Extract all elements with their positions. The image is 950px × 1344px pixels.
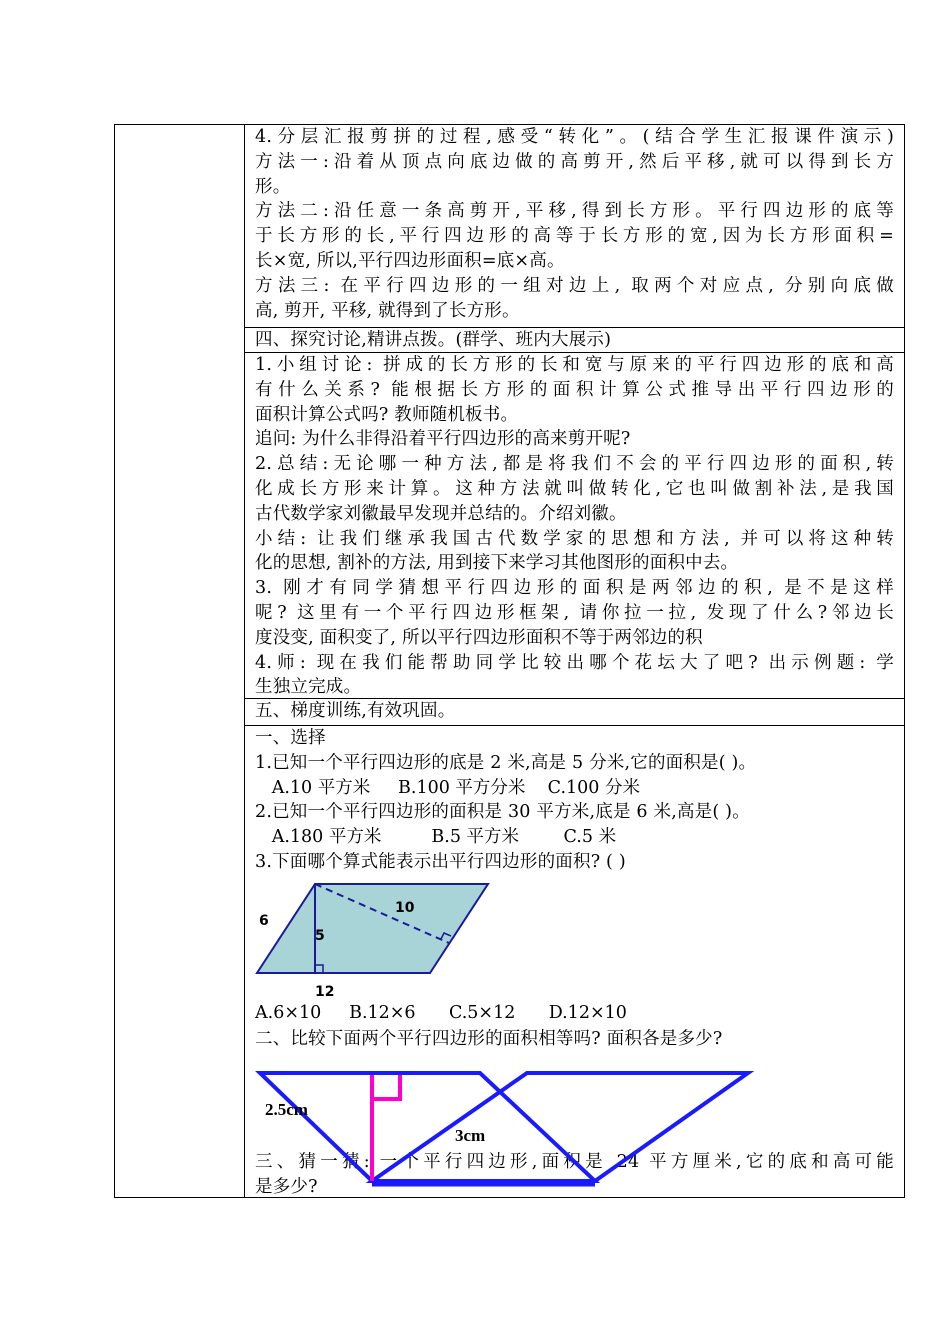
section-4-heading: 四、探究讨论,精讲点拨。(群学、班内大展示): [255, 330, 612, 350]
question-3-options: A.6×10 B.12×6 C.5×12 D.12×10: [255, 1003, 627, 1023]
base-label: 12: [315, 984, 335, 999]
lesson-table: [114, 124, 905, 1198]
question-3: 3.下面哪个算式能表示出平行四边形的面积? ( ): [255, 851, 626, 872]
question-2: 2.已知一个平行四边形的面积是 30 平方米,底是 6 米,高是( )。: [255, 802, 750, 823]
part3-line-2: 是多少?: [255, 1176, 318, 1197]
text-line: 长×宽, 所以,平行四边形面积=底×高。: [255, 250, 565, 271]
part3-line-1: 三、猜一猜: 一个平行四边形,面积是 24 平方厘米,它的底和高可能: [255, 1152, 894, 1172]
text-line: 方法二:沿任意一条高剪开,平移,得到长方形。平行四边形的底等: [255, 201, 894, 222]
text-line: 呢? 这里有一个平行四边形框架, 请你拉一拉, 发现了什么?邻边长: [255, 602, 894, 623]
text-line: 形。: [255, 176, 291, 197]
text-line: 方法三: 在平行四边形的一组对边上, 取两个对应点, 分别向底做: [255, 275, 894, 296]
text-line: 化成长方形来计算。这种方法就叫做转化,它也叫做割补法,是我国: [255, 478, 894, 499]
question-1-options: A.10 平方米 B.100 平方分米 C.100 分米: [255, 777, 640, 798]
side-label: 6: [259, 913, 269, 929]
text-line: 2.总结:无论哪一种方法,都是将我们不会的平行四边形的面积,转: [255, 454, 894, 475]
text-line: 小结: 让我们继承我国古代数学家的思想和方法, 并可以将这种转: [255, 528, 894, 549]
text-line: 生独立完成。: [255, 677, 362, 698]
parallelogram-figure-2: [245, 1065, 765, 1195]
left-parallelogram: [260, 1073, 595, 1181]
base-label: 3cm: [455, 1126, 486, 1145]
q3-options-block: [255, 1001, 722, 1052]
section-4-heading-row: [245, 328, 904, 353]
text-line: 1.小组讨论: 拼成的长方形的长和宽与原来的平行四边形的底和高: [255, 355, 894, 375]
parallelogram-shape: [257, 884, 488, 973]
text-line: 度没变, 面积变了, 所以平行四边形面积不等于两邻边的积: [255, 627, 703, 648]
text-line: 高, 剪开, 平移, 就得到了长方形。: [255, 300, 520, 321]
discuss-section: [245, 353, 904, 699]
right-column: [245, 125, 904, 1197]
text-line: 4.分层汇报剪拼的过程,感受“转化”。(结合学生汇报课件演示): [255, 127, 894, 147]
report-section: [245, 125, 904, 328]
text-line: 古代数学家刘徽最早发现并总结的。介绍刘徽。: [255, 503, 627, 524]
part2-title: 二、比较下面两个平行四边形的面积相等吗? 面积各是多少?: [255, 1028, 723, 1049]
text-line: 有什么关系? 能根据长方形的面积计算公式推导出平行四边形的: [255, 379, 894, 400]
section-5-heading: 五、梯度训练,有效巩固。: [255, 701, 456, 721]
parallelogram-figure-1: [245, 879, 495, 999]
section-5-heading-row: [245, 699, 904, 726]
height-label: 2.5cm: [265, 1100, 308, 1119]
height-label: 5: [315, 928, 325, 944]
text-line: 于长方形的长,平行四边形的高等于长方形的宽,因为长方形面积=: [255, 226, 894, 247]
right-angle-mark: [372, 1075, 400, 1099]
left-column: [115, 125, 245, 1197]
text-line: 化的思想, 割补的方法, 用到接下来学习其他图形的面积中去。: [255, 553, 739, 574]
text-line: 方法一:沿着从顶点向底边做的高剪开,然后平移,就可以得到长方: [255, 151, 894, 172]
question-2-options: A.180 平方米 B.5 平方米 C.5 米: [255, 827, 617, 848]
question-1: 1.已知一个平行四边形的底是 2 米,高是 5 分米,它的面积是( )。: [255, 752, 757, 773]
text-line: 追问: 为什么非得沿着平行四边形的高来剪开呢?: [255, 429, 631, 450]
text-line: 面积计算公式吗? 教师随机板书。: [255, 404, 519, 425]
right-parallelogram: [372, 1073, 748, 1181]
text-line: 3. 刚才有同学猜想平行四边形的面积是两邻边的积, 是不是这样: [255, 578, 894, 599]
diagonal-label: 10: [395, 900, 415, 916]
part1-title: 一、选择: [255, 728, 326, 748]
text-line: 4.师: 现在我们能帮助同学比较出哪个花坛大了吧? 出示例题: 学: [255, 652, 894, 673]
